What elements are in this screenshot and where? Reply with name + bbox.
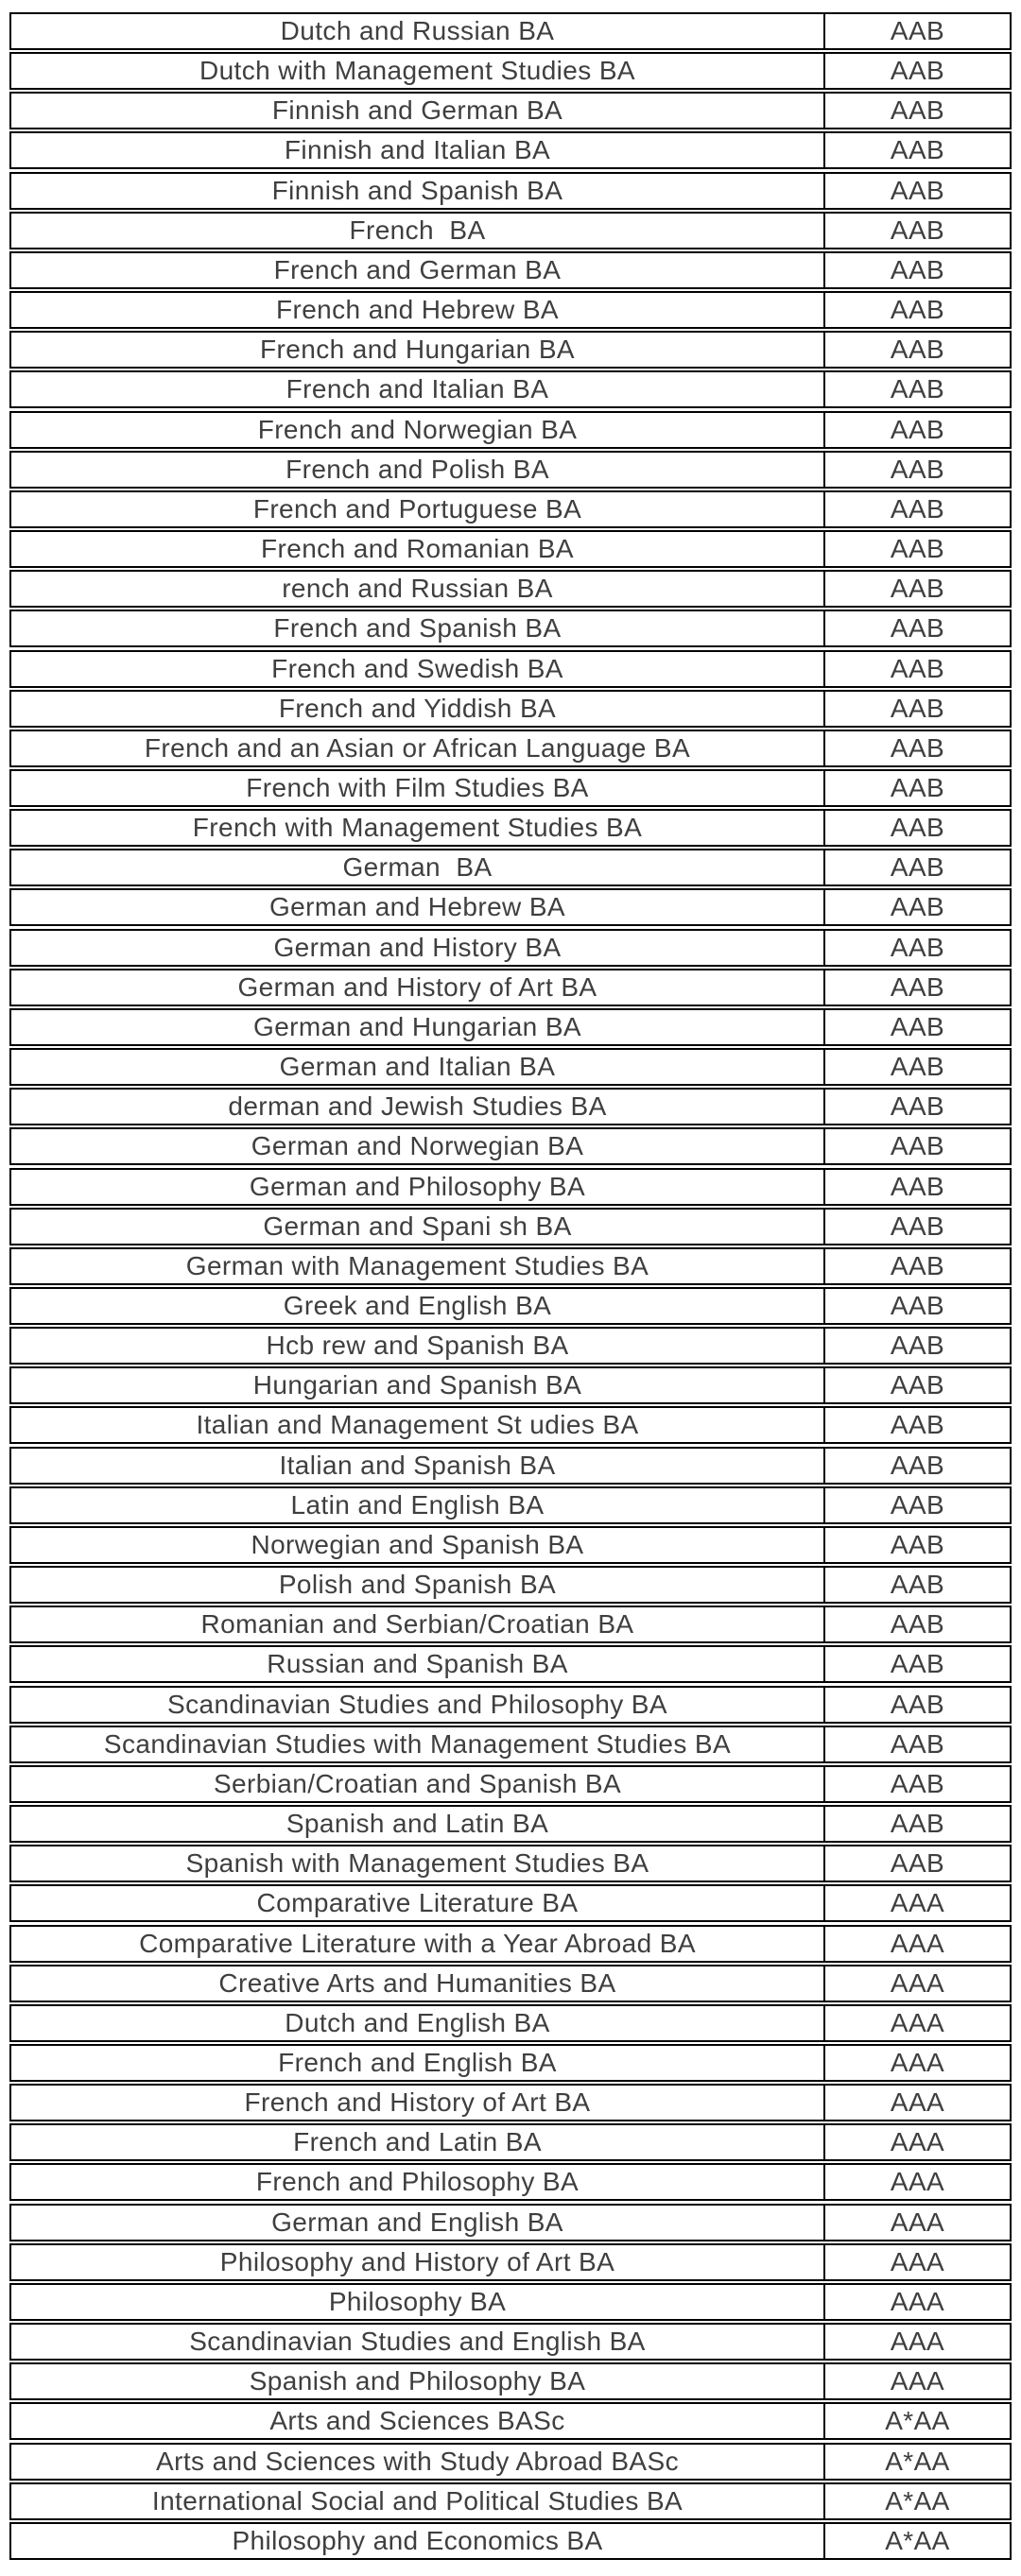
table-row [9,2123,1012,2161]
table-row [9,1726,1012,1763]
table-row [9,1845,1012,1882]
grade-cell: AAB [890,1091,945,1122]
grade-cell: AAB [890,653,945,683]
table-row [9,809,1012,847]
course-cell: French and Swedish BA [11,652,825,686]
course-cell: German and Hungarian BA [11,1010,825,1044]
grade-cell: AAA [890,2007,945,2037]
course-cell: Scandinavian Studies and Philosophy BA [11,1688,825,1722]
course-cell: German and Norwegian BA [11,1129,825,1163]
course-cell: Arts and Sciences with Study Abroad BASc [11,2445,825,2479]
table-row [9,2522,1012,2560]
course-cell: Scandinavian Studies with Management Studies BA [11,1727,825,1761]
table-row [9,730,1012,767]
grade-cell: AAA [890,2167,945,2197]
course-cell: French and English BA [11,2046,825,2080]
course-cell: Italian and Spanish BA [11,1449,825,1483]
course-cell: German and History of Art BA [11,970,825,1005]
course-cell: French and Hungarian BA [11,333,825,367]
table-row [9,2482,1012,2520]
grade-cell: A*AA [885,2485,950,2516]
table-row [9,2443,1012,2481]
course-cell: German with Management Studies BA [11,1249,825,1283]
table-row [9,2283,1012,2321]
table-row [9,769,1012,807]
grade-cell: A*AA [885,2446,950,2476]
table-row [9,2044,1012,2082]
grade-cell: AAB [890,613,945,644]
course-cell: Finnish and Italian BA [11,133,825,167]
grade-cell: AAB [890,1489,945,1520]
course-cell: Polish and Spanish BA [11,1568,825,1602]
table-row [9,1287,1012,1325]
course-cell: French and Spanish BA [11,611,825,645]
course-cell: Greek and English BA [11,1289,825,1323]
course-cell: Norwegian and Spanish BA [11,1528,825,1562]
table-row [9,1884,1012,1922]
grade-cell: AAA [890,2246,945,2276]
course-cell: Russian and Spanish BA [11,1647,825,1681]
course-cell: derman and Jewish Studies BA [11,1090,825,1124]
grade-cell: AAB [890,1052,945,1082]
course-cell: French and Yiddish BA [11,692,825,726]
table-row [9,1168,1012,1206]
grade-cell: AAB [890,1768,945,1798]
grade-cell: AAB [890,693,945,723]
grade-cell: AAB [890,1291,945,1320]
course-cell: Comparative Literature with a Year Abroad BA [11,1927,825,1961]
table-row [9,1566,1012,1604]
table-row [9,1406,1012,1444]
grade-cell: AAB [890,254,945,284]
course-cell: Serbian/Croatian and Spanish BA [11,1767,825,1801]
course-cell: Finnish and Spanish BA [11,174,825,208]
grade-cell: AAA [890,2366,945,2396]
table-row [9,1127,1012,1165]
course-cell: Dutch with Management Studies BA [11,54,825,88]
grade-cell: AAB [890,95,945,126]
grade-cell: AAB [890,1450,945,1480]
table-row [9,1686,1012,1724]
grade-cell: AAB [890,335,945,365]
course-cell: French and Italian BA [11,372,825,406]
course-cell: German BA [11,850,825,884]
table-row [9,929,1012,967]
grade-cell: AAB [890,493,945,524]
grade-cell: AAB [890,1211,945,1241]
course-cell: Spanish with Management Studies BA [11,1846,825,1880]
grade-cell: AAB [890,1649,945,1679]
grade-cell: AAA [890,2327,945,2357]
grade-cell: AAB [890,1370,945,1400]
table-row [9,291,1012,329]
course-cell: Hcb rew and Spanish BA [11,1329,825,1363]
course-cell: Italian and Management St udies BA [11,1408,825,1442]
course-cell: Latin and English BA [11,1488,825,1522]
grade-cell: AAB [890,1410,945,1440]
grade-cell: AAA [890,1888,945,1918]
table-row [9,1366,1012,1404]
grade-cell: AAA [890,2087,945,2118]
grade-cell: AAB [890,1171,945,1201]
table-row [9,969,1012,1006]
course-cell: French and Philosophy BA [11,2165,825,2199]
table-row [9,411,1012,449]
grade-cell: AAB [890,574,945,604]
table-row [9,52,1012,90]
course-cell: Arts and Sciences BASc [11,2404,825,2438]
table-row [9,1327,1012,1365]
grade-cell: AAB [890,16,945,45]
grade-cell: AAB [890,1131,945,1161]
table-row [9,650,1012,688]
table-row [9,331,1012,369]
table-row [9,2323,1012,2361]
course-cell: Spanish and Philosophy BA [11,2364,825,2398]
course-cell: International Social and Political Studies BA [11,2484,825,2518]
table-row [9,690,1012,728]
course-cell: French with Film Studies BA [11,771,825,805]
table-row [9,2402,1012,2440]
table-row [9,212,1012,249]
grade-cell: AAB [890,772,945,802]
course-cell: French and Polish BA [11,453,825,487]
course-cell: Dutch and Russian BA [11,14,825,48]
grade-cell: AAB [890,1809,945,1839]
grade-cell: AAA [890,1928,945,1958]
grade-cell: AAB [890,1570,945,1600]
course-cell: Dutch and English BA [11,2006,825,2040]
table-row [9,849,1012,886]
table-row [9,2084,1012,2121]
course-cell: German and History BA [11,931,825,965]
table-row [9,1247,1012,1285]
grade-cell: AAB [890,1011,945,1041]
grade-cell: AAA [890,2047,945,2077]
course-cell: German and Philosophy BA [11,1170,825,1204]
grade-cell: AAB [890,971,945,1002]
table-row [9,12,1012,50]
table-row [9,2243,1012,2281]
course-cell: rench and Russian BA [11,572,825,606]
grade-cell: AAB [890,534,945,564]
course-cell: German and Spani sh BA [11,1210,825,1244]
table-row [9,172,1012,210]
table-row [9,530,1012,568]
table-row [9,92,1012,129]
grade-cell: AAB [890,1529,945,1559]
grade-cell: AAB [890,813,945,843]
table-row [9,1805,1012,1843]
grade-cell: AAB [890,215,945,245]
table-row [9,1088,1012,1125]
grade-cell: AAB [890,1689,945,1719]
course-cell: Comparative Literature BA [11,1886,825,1920]
course-cell: French and Romanian BA [11,532,825,566]
grade-cell: AAB [890,454,945,484]
course-cell: German and Hebrew BA [11,890,825,924]
grade-cell: AAA [890,2286,945,2316]
course-cell: French with Management Studies BA [11,811,825,845]
grade-cell: AAB [890,175,945,205]
grade-cell: AAB [890,852,945,883]
grade-cell: AAB [890,892,945,922]
grade-cell: AAB [890,414,945,444]
course-cell: Creative Arts and Humanities BA [11,1966,825,2001]
table-row [9,490,1012,528]
table-row [9,1486,1012,1524]
table-row [9,1965,1012,2002]
course-cell: Philosophy and History of Art BA [11,2245,825,2279]
grade-cell: AAB [890,932,945,962]
table-row [9,451,1012,489]
grade-cell: AAB [890,1728,945,1759]
course-cell: German and English BA [11,2206,825,2240]
table-row [9,131,1012,169]
course-cell: Spanish and Latin BA [11,1807,825,1841]
table-row [9,2163,1012,2201]
grade-cell: AAA [890,2207,945,2237]
table-row [9,1925,1012,1963]
course-cell: Philosophy BA [11,2285,825,2319]
grade-cell: A*AA [885,2406,950,2436]
table-row [9,888,1012,926]
table-row [9,610,1012,647]
table-row [9,251,1012,289]
course-cell: French and Portuguese BA [11,492,825,526]
table-row [9,2204,1012,2241]
course-cell: French BA [11,214,825,248]
table-row [9,1008,1012,1046]
table-row [9,2004,1012,2042]
course-cell: Romanian and Serbian/Croatian BA [11,1607,825,1641]
table-row [9,1765,1012,1803]
grade-cell: AAB [890,1250,945,1280]
grade-cell: AAB [890,295,945,325]
course-cell: French and Latin BA [11,2125,825,2159]
table-row [9,1447,1012,1485]
grade-cell: AAA [890,2127,945,2157]
course-cell: French and Hebrew BA [11,293,825,327]
grade-cell: AAB [890,56,945,86]
course-cell: German and Italian BA [11,1050,825,1084]
course-cell: Hungarian and Spanish BA [11,1368,825,1402]
table-row [9,1526,1012,1564]
course-cell: French and History of Art BA [11,2086,825,2120]
table-row [9,1048,1012,1086]
table-row [9,1606,1012,1643]
grade-cell: AAB [890,135,945,165]
table-row [9,570,1012,608]
course-cell: French and German BA [11,253,825,287]
course-cell: French and Norwegian BA [11,413,825,447]
entry-requirements-table [9,12,1012,2560]
grade-cell: AAB [890,1848,945,1879]
grade-cell: AAB [890,1609,945,1640]
table-row [9,1645,1012,1683]
grade-cell: AAB [890,374,945,404]
course-cell: Finnish and German BA [11,94,825,128]
table-row [9,1208,1012,1245]
grade-cell: AAA [890,1967,945,1998]
course-cell: French and an Asian or African Language BA [11,731,825,765]
course-cell: Scandinavian Studies and English BA [11,2325,825,2359]
table-row [9,370,1012,408]
table-row [9,2362,1012,2400]
grade-cell: A*AA [885,2525,950,2555]
grade-cell: AAB [890,732,945,763]
grade-cell: AAB [890,1331,945,1361]
course-cell: Philosophy and Economics BA [11,2524,825,2558]
